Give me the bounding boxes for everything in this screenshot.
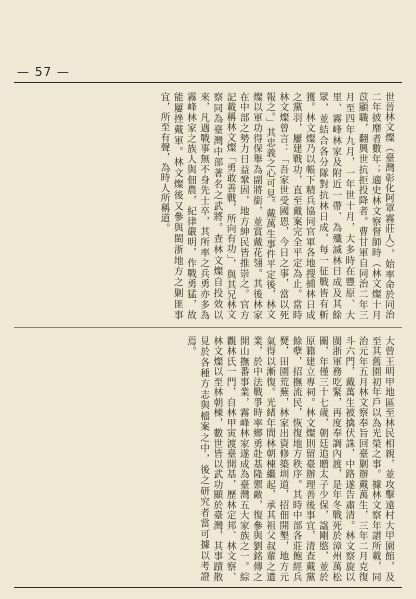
lower-paragraph: 大曾王明甲地區至林民相親，並攻擊遠村大甲園館，及至其舊園初年戶以為光榮之事。據林文察年譜所載，同治元年五月林文察奉旨回臺剿辦戴萬生，三年二月克復斗六門，戴萬生被擒伏誅，中路遂告肅清。林文察旋以閩浙軍務吃緊，再度奉調內渡，是年冬戰死於漳州萬松關，年僅三十七歲，朝廷追贈太子少保，諡剛愍，並於原籍建立專祠。林文燦則留臺辦理善後事宜，清查戴黨餘孽，招撫流民，恢復地方秩序。其時中部各莊飽經兵燹，田園荒蕪，林家出資修築圳道，招佃開墾，地方元氣得以漸復。光緒年間林朝棟繼起，承其祖父叔輩之遺業，於中法戰爭時率鄉勇赴基隆禦敵，復參與劉銘傳之開山撫番事業，霧峰林家遂成為臺灣五大家族之一。綜觀林氏一門，自林甲寅渡臺開基，歷林定邦、林文察、林文燦以至林朝棟，數世皆以武功顯於臺灣，其事蹟散見於各種方志與檔案之中，後之研究者當可據以考證焉。 <box>184 336 394 582</box>
upper-text-block <box>21 92 395 320</box>
page-number: — 57 — <box>17 65 70 79</box>
upper-paragraph: 世晉林文燦（臺灣彰化阿罩霧莊人），始率命於同治二年披靡者數年；適史林文察督師時（林文燦十月苡顯職，翻興世抗拒投降者。曹甘軍自同治二年三月至四年九月，一年世十月，大多時在豐原、大里、霧峰林家及附近一帶、為殲滅林日成及其餘眾，並結合各分隊對抗林日成，每一征戰皆有斬獲。林文燦乃以帳下精兵協同官軍各地搜捕林日成之黨羽，屢建戰功，直至戴案完全平定為止。當時林文燦曾言：「吾家世受國恩，今日之事，當以死報之。」其忠義之心可見。戴萬生事件平定後，林文燦以軍功得保舉為副將銜，並賞戴花翎。其後林家在中部之勢力日益鞏固，地方紳民皆推崇之。官方記載稱林文燦「勇敢善戰，所向有功」，與其兄林文察同為臺灣中部著名之武將。查林文燦自投效以來，凡遇戰事無不身先士卒，其所率之兵勇亦多為霧峰林家之族人與佃農，紀律嚴明，作戰勇猛，故能屢挫戴軍。林文燦後又參與閩浙地方之剿匪事宜，所至有聲，為時人所稱道。 <box>158 92 394 320</box>
lower-text-block <box>21 336 395 582</box>
section-divider <box>14 327 402 328</box>
footer-rule <box>14 587 402 588</box>
header-rule <box>14 82 402 83</box>
